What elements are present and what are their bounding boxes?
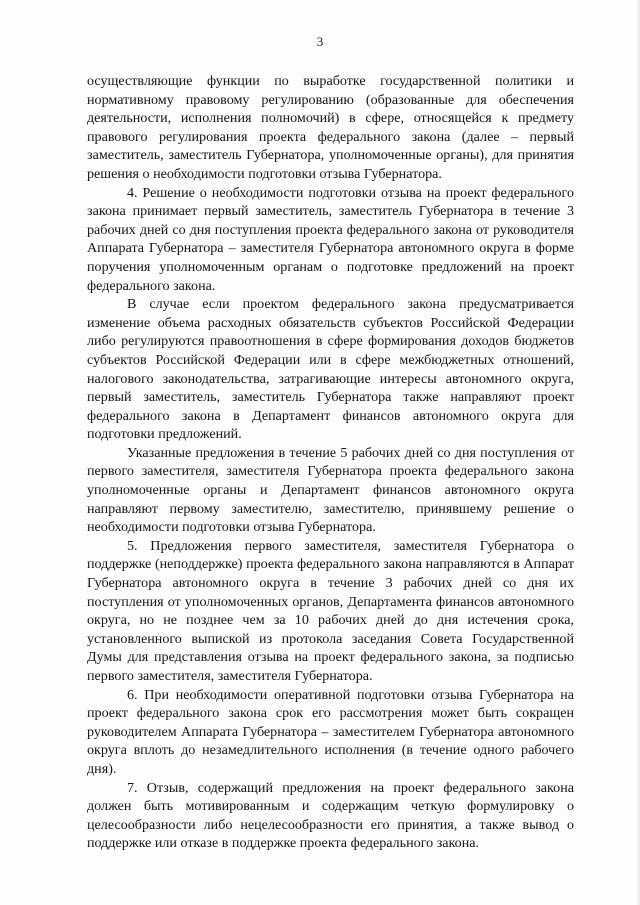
- paragraph-item-5: 5. Предложения первого заместителя, заместителя Губернатора о поддержке (неподдержке) проекта федерального закона направляются в Аппарат Губернатора автономного округа в течение 3 рабочих дней со дня их поступления от уполномоченных органов, Департамента финансов автономного округа, но не позднее чем за 10 рабочих дней до дня истечения срока, установленного выпиской из протокола заседания Совета Государственной Думы для представления отзыва на проект федерального закона, за подписью первого заместителя, заместителя Губернатора.: [87, 537, 574, 684]
- paragraph-item-4: 4. Решение о необходимости подготовки отзыва на проект федерального закона принимает первый заместитель, заместитель Губернатора в течение 3 рабочих дней со дня поступления проекта федерального закона от руководителя Аппарата Губернатора – заместителя Губернатора автономного округа в форме поручения уполномоченным органам о подготовке предложений на проект федерального закона.: [87, 184, 574, 294]
- paragraph-proposals-deadline: Указанные предложения в течение 5 рабочих дней со дня поступления от первого заместителя, заместителя Губернатора проекта федерального закона уполномоченные органы и Департамент финансов автономного округа направляют первому заместителю, заместителю, принявшему решение о необходимости подготовки отзыва Губернатора.: [87, 444, 574, 536]
- page-number: 3: [316, 34, 324, 49]
- paragraph-item-7: 7. Отзыв, содержащий предложения на проект федерального закона должен быть мотивированным и содержащим четкую формулировку о целесообразности либо нецелесообразности его принятия, а также вывод о поддержке или отказе в поддержке проекта федерального закона.: [87, 779, 574, 852]
- paragraph-item-6: 6. При необходимости оперативной подготовки отзыва Губернатора на проект федерального закона срок его рассмотрения может быть сокращен руководителем Аппарата Губернатора – заместителем Губернатора автономного округа вплоть до незамедлительного исполнения (в течение одного рабочего дня).: [87, 686, 574, 777]
- document-body: [87, 72, 574, 853]
- paragraph-continuation: осуществляющие функции по выработке государственной политики и нормативному правовому регулированию (образованные для обеспечения деятельности, исполнения полномочий) в сфере, относящейся к предмету правового регулирования проекта федерального закона (далее – первый заместитель, заместитель Губернатора, уполномоченные органы), для принятия решения о необходимости подготовки отзыва Губернатора.: [87, 73, 574, 182]
- paragraph-budget-case: В случае если проектом федерального закона предусматривается изменение объема расходных обязательств субъектов Российской Федерации либо регулируются правоотношения в сфере формирования доходов бюджетов субъектов Российской Федерации или в сфере межбюджетных отношений, налогового законодательства, затрагивающие интересы автономного округа, первый заместитель, заместитель Губернатора также направляют проект федерального закона в Департамент финансов автономного округа для подготовки предложений.: [87, 296, 574, 443]
- page-edge: [636, 0, 640, 905]
